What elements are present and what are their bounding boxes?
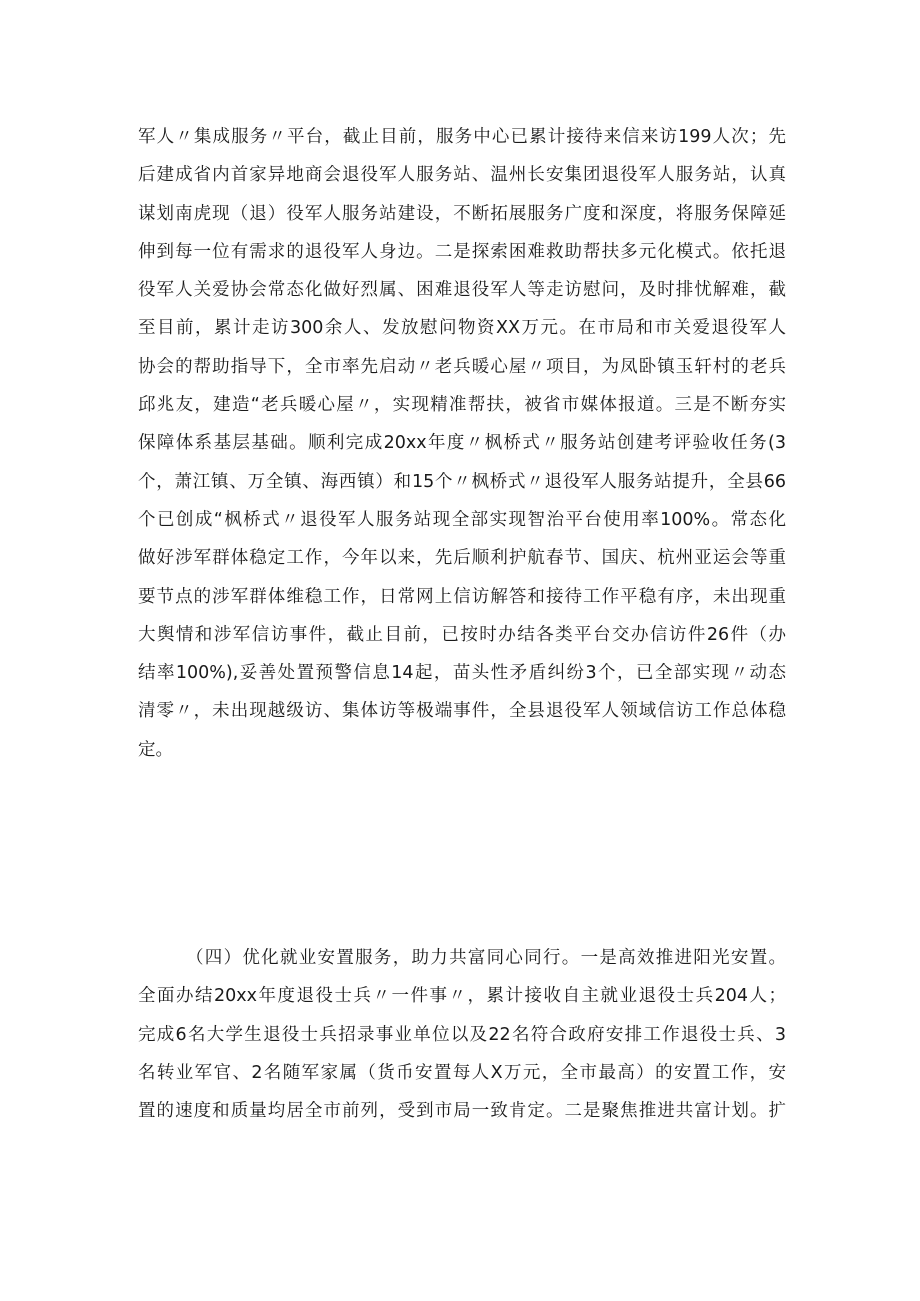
text-line: 伸到每一位有需求的退役军人身边。二是探索困难救助帮扶多元化模式。依托退 (138, 241, 786, 262)
text-line: 要节点的涉军群体维稳工作，日常网上信访解答和接待工作平稳有序，未出现重 (138, 586, 786, 607)
text-line: 邱兆友，建造“老兵暖心屋〃，实现精准帮扶，被省市媒体报道。三是不断夯实 (138, 395, 786, 416)
text-line: 役军人关爱协会常态化做好烈属、困难退役军人等走访慰问，及时排忧解难，截 (138, 280, 786, 301)
text-line: 至目前，累计走访300余人、发放慰问物资XX万元。在市局和市关爱退役军人 (138, 318, 786, 339)
paragraph-employment-placement (138, 939, 786, 1130)
section-heading-line: （四）优化就业安置服务，助力共富同心同行。一是高效推进阳光安置。 (186, 948, 786, 968)
text-line: 协会的帮助指导下，全市率先启动〃老兵暖心屋〃项目，为凤卧镇玉轩村的老兵 (138, 356, 786, 377)
text-line: 完成6名大学生退役士兵招录事业单位以及22名符合政府安排工作退役士兵、3 (138, 1024, 786, 1045)
text-line: 大舆情和涉军信访事件，截止目前，已按时办结各类平台交办信访件26件（办 (138, 624, 786, 645)
text-line: 清零〃，未出现越级访、集体访等极端事件，全县退役军人领域信访工作总体稳 (138, 701, 786, 722)
text-line: 置的速度和质量均居全市前列，受到市局一致肯定。二是聚焦推进共富计划。扩 (138, 1101, 786, 1122)
text-line: 全面办结20xx年度退役士兵〃一件事〃，累计接收自主就业退役士兵204人； (138, 986, 786, 1007)
text-line: 军人〃集成服务〃平台，截止目前，服务中心已累计接待来信来访199人次；先 (138, 127, 786, 147)
text-line: 谋划南虎现（退）役军人服务站建设，不断拓展服务广度和深度，将服务保障延 (138, 203, 786, 224)
paragraph-veteran-services (138, 118, 786, 769)
text-line: 个已创成“枫桥式〃退役军人服务站现全部实现智治平台使用率100%。常态化 (138, 509, 786, 530)
text-line: 名转业军官、2名随军家属（货币安置每人X万元，全市最高）的安置工作，安 (138, 1062, 786, 1083)
text-line: 做好涉军群体稳定工作，今年以来，先后顺利护航春节、国庆、杭州亚运会等重 (138, 548, 786, 569)
text-line: 保障体系基层基础。顺利完成20xx年度〃枫桥式〃服务站创建考评验收任务(3 (138, 433, 786, 454)
text-line: 定。 (138, 739, 173, 760)
text-line: 个，萧江镇、万全镇、海西镇）和15个〃枫桥式〃退役军人服务站提升，全县66 (138, 471, 786, 492)
text-line: 结率100%),妥善处置预警信息14起，苗头性矛盾纠纷3个，已全部实现〃动态 (138, 663, 786, 684)
text-line: 后建成省内首家异地商会退役军人服务站、温州长安集团退役军人服务站，认真 (138, 165, 786, 186)
